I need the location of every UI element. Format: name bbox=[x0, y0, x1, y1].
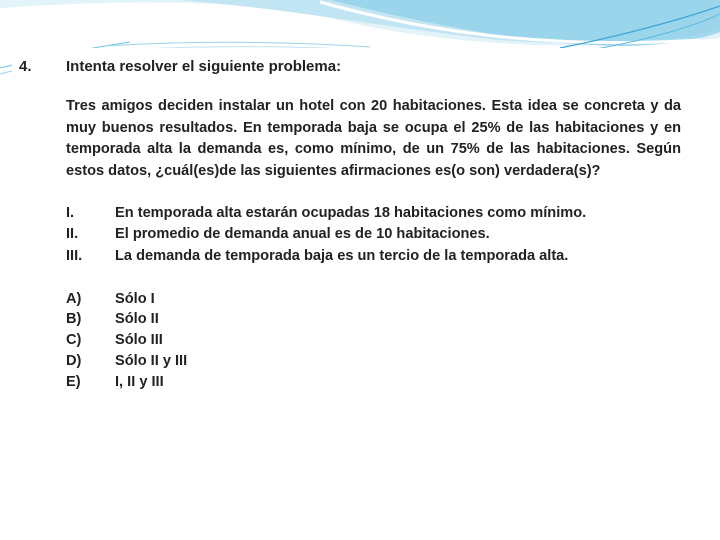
question-card bbox=[12, 48, 694, 400]
problem-statement: Tres amigos deciden instalar un hotel con 20 habitaciones. Esta idea se concreta y da muy buenos resultados. En temporada baja se ocupa el 25% de las habitaciones y en temporada alta la demanda es, como mínimo, de un 75% de las habitaciones. Según estos datos, ¿cuál(es)de las siguientes afirmaciones es(o son) verdadera(s)? bbox=[66, 98, 681, 179]
option-letter: E) bbox=[66, 374, 81, 390]
question-title: Intenta resolver el siguiente problema: bbox=[66, 58, 342, 75]
option-letter: C) bbox=[66, 332, 82, 348]
statement-text: En temporada alta estarán ocupadas 18 habitaciones como mínimo. bbox=[115, 205, 587, 221]
option-letter: D) bbox=[66, 353, 82, 369]
statement-text: El promedio de demanda anual es de 10 habitaciones. bbox=[115, 226, 490, 242]
question-number: 4. bbox=[19, 58, 32, 75]
option-letter: B) bbox=[66, 311, 82, 327]
option-letter: A) bbox=[66, 291, 82, 307]
statement-text: La demanda de temporada baja es un tercio de la temporada alta. bbox=[115, 248, 569, 264]
statement-number: II. bbox=[66, 226, 79, 242]
statement-number: I. bbox=[66, 205, 75, 221]
option-text: Sólo II bbox=[115, 311, 159, 327]
option-text: Sólo II y III bbox=[115, 353, 188, 369]
option-text: Sólo III bbox=[115, 332, 163, 348]
statement-number: III. bbox=[66, 248, 83, 264]
option-text: Sólo I bbox=[115, 291, 155, 307]
option-text: I, II y III bbox=[115, 374, 164, 390]
